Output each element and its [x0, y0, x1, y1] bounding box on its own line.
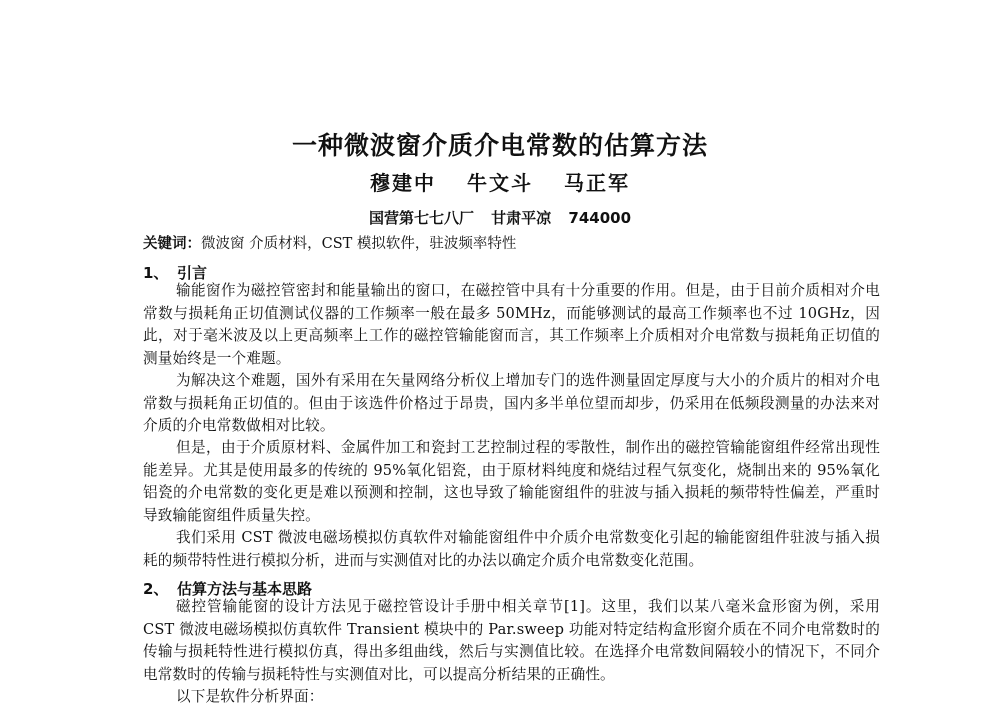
- section-number: 1、: [143, 264, 169, 282]
- paragraph: 磁控管输能窗的设计方法见于磁控管设计手册中相关章节[1]。这里，我们以某八毫米盒形窗为例，采用 CST 微波电磁场模拟仿真软件 Transient 模块中的 Par.sweep 功能对特定结构盒形窗介质在不同介电常数时的传输与损耗特性进行模拟仿真，得出多组曲线，然后与实测值比较。在选择介电常数间隔较小的情况下，不同介电常数时的传输与损耗特性与实测值对比，可以提高分析结果的正确性。: [143, 598, 880, 683]
- keywords-line: [143, 232, 903, 253]
- paragraph: 为解决这个难题，国外有采用在矢量网络分析仪上增加专门的选件测量固定厚度与大小的介质片的相对介电常数与损耗角正切值的。但由于该选件价格过于昂贵，国内多半单位望而却步，仍采用在低频段测量的办法来对介质的介电常数做相对比较。: [143, 372, 880, 435]
- paragraph: 输能窗作为磁控管密封和能量输出的窗口，在磁控管中具有十分重要的作用。但是，由于目前介质相对介电常数与损耗角正切值测试仪器的工作频率一般在最多 50MHz，而能够测试的最高工作频率也不过 10GHz，因此，对于毫米波及以上更高频率上工作的磁控管输能窗而言，其工作频率上介质相对介电常数与损耗角正切值的测量始终是一个难题。: [143, 282, 880, 367]
- paragraph: 我们采用 CST 微波电磁场模拟仿真软件对输能窗组件中介质介电常数变化引起的输能窗组件驻波与插入损耗的频带特性进行模拟分析，进而与实测值对比的办法以确定介质介电常数变化范围。: [143, 529, 880, 569]
- section-number: 2、: [143, 580, 169, 598]
- keywords-label: 关键词：: [143, 236, 201, 252]
- paragraph: 但是，由于介质原材料、金属件加工和瓷封工艺控制过程的零散性，制作出的磁控管输能窗组件经常出现性能差异。尤其是使用最多的传统的 95%氧化铝瓷，由于原材料纯度和烧结过程气氛变化，烧制出来的 95%氧化铝瓷的介电常数的变化更是难以预测和控制，这也导致了输能窗组件的驻波与插入损耗的频带特性偏差，严重时导致输能窗组件质量失控。: [143, 439, 880, 524]
- keywords-text: 微波窗 介质材料，CST 模拟软件，驻波频率特性: [201, 236, 517, 252]
- section-title: 引言: [177, 264, 208, 282]
- paragraph: 以下是软件分析界面：: [176, 688, 324, 705]
- section-title: 估算方法与基本思路: [177, 580, 313, 598]
- affiliation: 国营第七七八厂 甘肃平凉 744000: [368, 209, 632, 227]
- paper-title: 一种微波窗介质介电常数的估算方法: [291, 131, 708, 160]
- author-list: 穆建中 牛文斗 马正军: [370, 171, 630, 195]
